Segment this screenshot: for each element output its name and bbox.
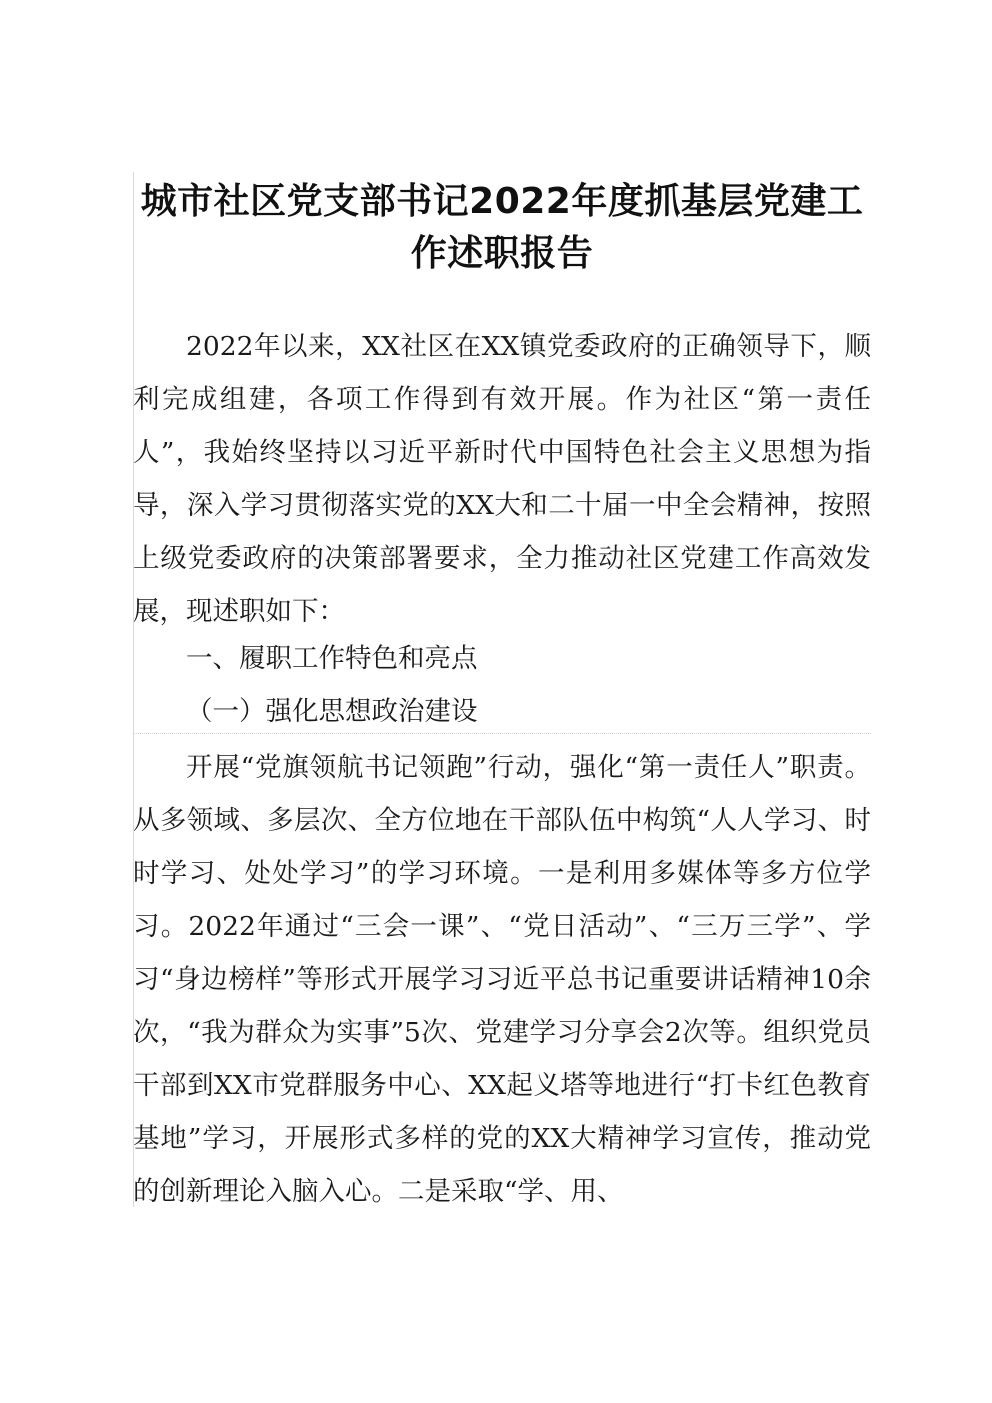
subsection-heading: （一）强化思想政治建设	[186, 696, 478, 727]
intro-paragraph: 2022年以来，XX社区在XX镇党委政府的正确领导下，顺利完成组建，各项工作得到有效开展。作为社区“第一责任人”，我始终坚持以习近平新时代中国特色社会主义思想为指导，深入学习贯彻落实党的XX大和二十届一中全会精神，按照上级党委政府的决策部署要求，全力推动社区党建工作高效发展，现述职如下：	[133, 331, 871, 627]
body-paragraph: 开展“党旗领航书记领跑”行动，强化“第一责任人”职责。从多领域、多层次、全方位地在干部队伍中构筑“人人学习、时时学习、处处学习”的学习环境。一是利用多媒体等多方位学习。2022年通过“三会一课”、“党日活动”、“三万三学”、学习“身边榜样”等形式开展学习习近平总书记重要讲话精神10余次，“我为群众为实事”5次、党建学习分享会2次等。组织党员干部到XX市党群服务中心、XX起义塔等地进行“打卡红色教育基地”学习，开展形式多样的党的XX大精神学习宣传，推动党的创新理论入脑入心。二是采取“学、用、	[133, 752, 871, 1207]
section-heading: 一、履职工作特色和亮点	[186, 643, 478, 674]
title-line-2: 作述职报告	[410, 233, 594, 274]
document-title	[133, 176, 871, 280]
title-line-1: 城市社区党支部书记2022年度抓基层党建工	[140, 181, 864, 222]
